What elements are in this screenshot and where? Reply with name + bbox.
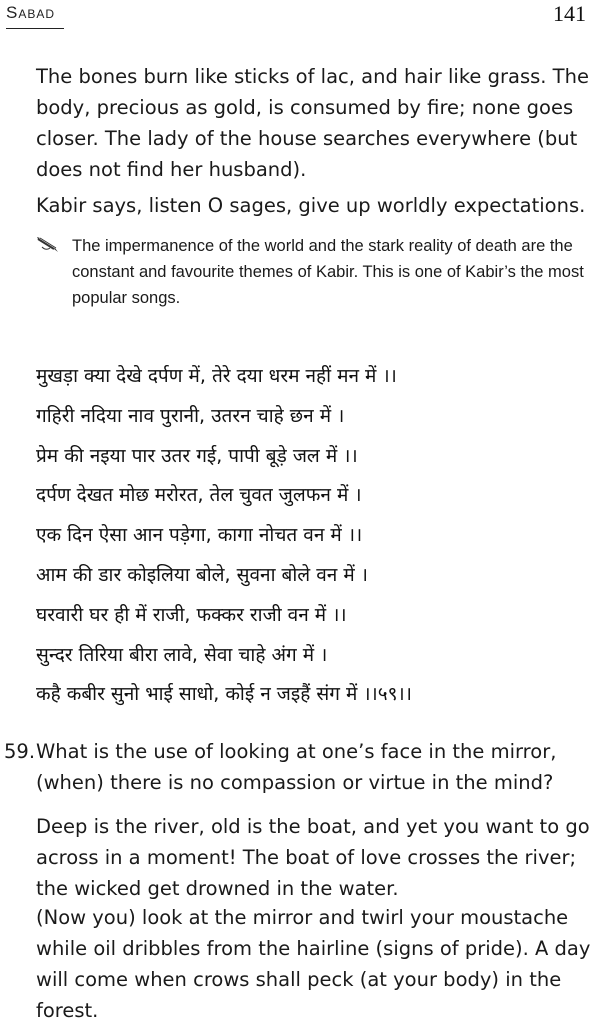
running-head: Sabad — [6, 3, 56, 22]
note-text: The impermanence of the world and the stark reality of death are the constant and favourite themes of Kabir. This is one of Kabir’s the most popular songs. — [72, 237, 584, 307]
verse-line: घरवारी घर ही में राजी, फक्कर राजी वन में ।। — [36, 603, 347, 626]
paragraph-kabir-says: Kabir says, listen O sages, give up worldly expectations. — [36, 194, 586, 217]
page-header — [0, 0, 600, 40]
verse-line: प्रेम की नइया पार उतर गई, पापी बूड़े जल में ।। — [36, 444, 358, 467]
verse-line: कहै कबीर सुनो भाई साधो, कोई न जइहैं संग में ।।५९।। — [36, 683, 412, 706]
verse-line: गहिरी नदिया नाव पुरानी, उतरन चाहे छन में । — [36, 404, 345, 427]
translation-paragraph: (Now you) look at the mirror and twirl your moustache while oil dribbles from the hairline (signs of pride). A day will come when crows shall peck (at your body) in the forest. — [36, 906, 591, 1022]
running-head-rule — [6, 28, 64, 29]
verse-number: 59. — [4, 740, 36, 763]
verse-line: एक दिन ऐसा आन पड़ेगा, कागा नोचत वन में ।। — [36, 524, 363, 547]
translation-paragraph: Deep is the river, old is the boat, and yet you want to go across in a moment! The boat of love crosses the river; the wicked get drowned in the water. — [36, 815, 590, 900]
pencil-icon — [36, 235, 60, 255]
verse-line: दर्पण देखत मोछ मरोरत, तेल चुवत जुलफन में । — [36, 484, 362, 507]
paragraph-bones: The bones burn like sticks of lac, and hair like grass. The body, precious as gold, is consumed by fire; none goes closer. The lady of the house searches everywhere (but does not find her husband). — [36, 65, 589, 181]
translation-paragraph: What is the use of looking at one’s face in the mirror, (when) there is no compassion or virtue in the mind? — [36, 740, 557, 794]
hindi-verses — [36, 357, 592, 715]
verse-line: सुन्दर तिरिया बीरा लावे, सेवा चाहे अंग में । — [36, 643, 328, 666]
verse-line: मुखड़ा क्या देखे दर्पण में, तेरे दया धरम नहीं मन में ।। — [36, 365, 397, 387]
verse-line: आम की डार कोइलिया बोले, सुवना बोले वन में । — [36, 563, 368, 586]
page-number: 141 — [553, 1, 586, 26]
